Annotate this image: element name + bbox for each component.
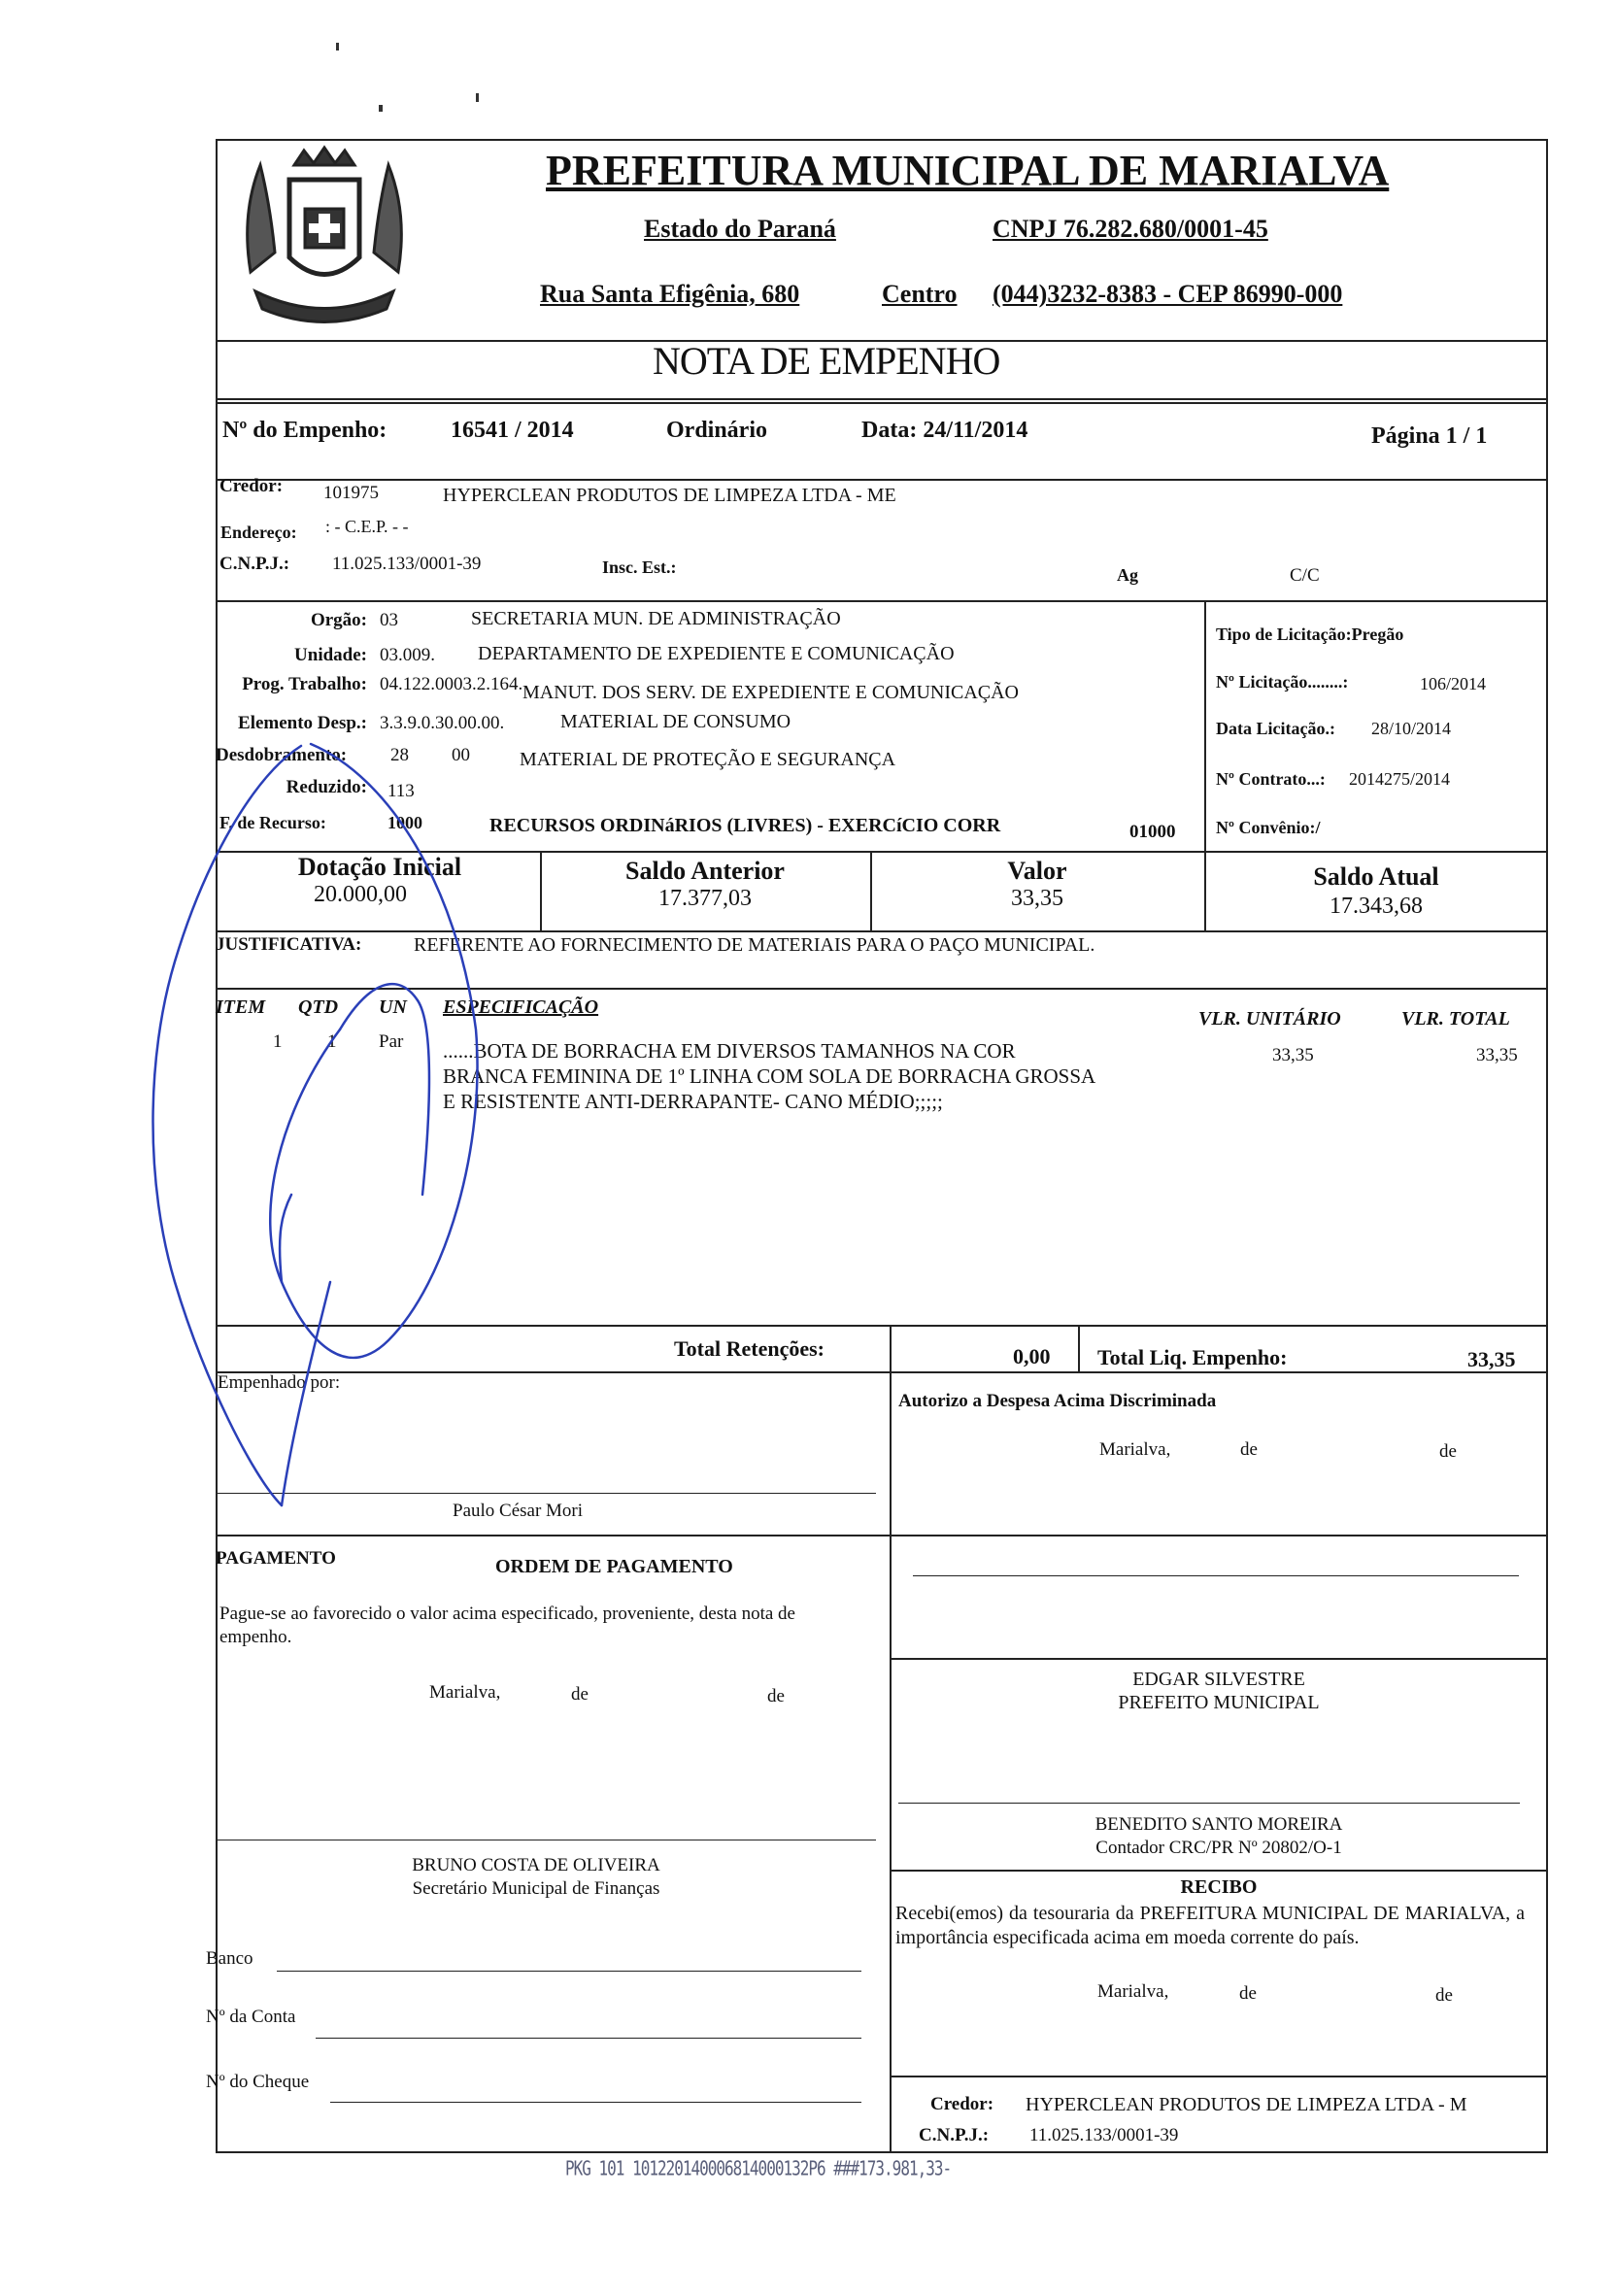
pagamento-de2: de xyxy=(767,1686,785,1706)
desdob-code1: 28 xyxy=(390,745,409,765)
prefeito-name: EDGAR SILVESTRE xyxy=(1132,1669,1305,1690)
secretario-title: Secretário Municipal de Finanças xyxy=(412,1878,660,1899)
insc-est-label: Insc. Est.: xyxy=(602,557,677,577)
empenhado-signer: Paulo César Mori xyxy=(453,1501,584,1521)
justificativa-label: JUSTIFICATIVA: xyxy=(216,934,362,955)
unidade-code: 03.009. xyxy=(380,645,435,665)
contador-title: Contador CRC/PR Nº 20802/O-1 xyxy=(1095,1838,1342,1858)
recurso-name: RECURSOS ORDINáRIOS (LIVRES) - EXERCíCIO CORR xyxy=(489,815,1001,836)
empenho-number: 16541 / 2014 xyxy=(451,418,574,443)
unidade-label: Unidade: xyxy=(294,645,367,665)
divider xyxy=(1078,1325,1080,1371)
recibo-credor-value: HYPERCLEAN PRODUTOS DE LIMPEZA LTDA - M xyxy=(1026,2094,1467,2115)
address-street: Rua Santa Efigênia, 680 xyxy=(540,280,800,308)
conta-label: Nº da Conta xyxy=(206,2007,296,2027)
coat-of-arms-logo xyxy=(231,136,418,330)
scan-speck xyxy=(476,93,479,102)
recibo-de2: de xyxy=(1435,1985,1453,2006)
liquido-label: Total Liq. Empenho: xyxy=(1097,1345,1288,1369)
cnpj-credor-value: 11.025.133/0001-39 xyxy=(332,554,482,574)
orgao-code: 03 xyxy=(380,610,398,630)
item-spec-line: E RESISTENTE ANTI-DERRAPANTE- CANO MÉDIO;;;;; xyxy=(443,1090,943,1113)
retencoes-value: 0,00 xyxy=(1013,1344,1051,1368)
banco-label: Banco xyxy=(206,1948,253,1969)
reduzido-value: 113 xyxy=(387,781,415,801)
cc-label: C/C xyxy=(1290,565,1320,586)
divider xyxy=(890,1870,1548,1872)
item-number: 1 xyxy=(273,1031,283,1052)
prog-code: 04.122.0003.2.164. xyxy=(380,674,523,694)
credor-label: Credor: xyxy=(219,476,284,496)
scan-speck xyxy=(336,43,339,51)
saldo-atual-label: Saldo Atual xyxy=(1313,862,1439,891)
saldo-anterior-label: Saldo Anterior xyxy=(625,857,785,885)
col-spec-header: ESPECIFICAÇÃO xyxy=(443,996,599,1018)
state-label: Estado do Paraná xyxy=(644,215,836,243)
handwritten-signature xyxy=(136,738,602,1515)
pagamento-de1: de xyxy=(571,1684,589,1705)
valor-value: 33,35 xyxy=(1011,886,1063,911)
licitacao-number-value: 106/2014 xyxy=(1420,674,1487,693)
credor-code: 101975 xyxy=(323,483,379,503)
prefeito-title: PREFEITO MUNICIPAL xyxy=(1118,1692,1320,1713)
cheque-field[interactable] xyxy=(330,2102,861,2103)
banco-field[interactable] xyxy=(277,1971,861,1972)
ag-label: Ag xyxy=(1117,565,1138,585)
secretario-name: BRUNO COSTA DE OLIVEIRA xyxy=(412,1855,660,1875)
convenio-label: Nº Convênio:/ xyxy=(1216,818,1321,837)
pagamento-text: Pague-se ao favorecido o valor acima especificado, proveniente, desta nota de empenho. xyxy=(219,1604,795,1647)
recibo-label: RECIBO xyxy=(1180,1876,1258,1898)
autorizo-label: Autorizo a Despesa Acima Discriminada xyxy=(898,1391,1217,1411)
address-value: : - C.E.P. - - xyxy=(325,517,409,536)
footer-code: PKG 101 101220140006814000132P6 ###173.981,33- xyxy=(565,2156,952,2180)
divider xyxy=(1204,600,1206,851)
contrato-value: 2014275/2014 xyxy=(1349,769,1451,789)
cnpj-credor-label: C.N.P.J.: xyxy=(219,554,290,574)
recibo-text: Recebi(emos) da tesouraria da PREFEITURA MUNICIPAL DE MARIALVA, a importância especificada acima em moeda corrente do país. xyxy=(895,1903,1525,1948)
page-title: PREFEITURA MUNICIPAL DE MARIALVA xyxy=(546,147,1390,194)
recibo-cnpj-label: C.N.P.J.: xyxy=(919,2125,990,2145)
document-title: NOTA DE EMPENHO xyxy=(653,339,1000,383)
retencoes-label: Total Retenções: xyxy=(674,1336,825,1361)
recibo-cnpj-value: 11.025.133/0001-39 xyxy=(1029,2125,1179,2145)
contrato-label: Nº Contrato...: xyxy=(1216,769,1326,789)
address-phone-cep: (044)3232-8383 - CEP 86990-000 xyxy=(993,280,1343,308)
empenho-date: Data: 24/11/2014 xyxy=(861,418,1028,443)
contador-name: BENEDITO SANTO MOREIRA xyxy=(1094,1814,1343,1835)
empenhado-label: Empenhado por: xyxy=(218,1372,341,1393)
prog-name: MANUT. DOS SERV. DE EXPEDIENTE E COMUNICAÇÃO xyxy=(522,682,1019,703)
divider xyxy=(890,1658,1548,1660)
tipo-licitacao: Tipo de Licitação:Pregão xyxy=(1216,625,1404,644)
divider xyxy=(216,398,1548,400)
cheque-label: Nº do Cheque xyxy=(206,2072,310,2092)
autorizo-de1: de xyxy=(1240,1439,1258,1460)
page-number: Página 1 / 1 xyxy=(1371,423,1488,449)
divider xyxy=(890,2076,1548,2077)
pagamento-label: PAGAMENTO xyxy=(216,1548,336,1569)
valor-label: Valor xyxy=(1007,857,1067,885)
elemento-name: MATERIAL DE CONSUMO xyxy=(560,711,791,732)
dotacao-value: 20.000,00 xyxy=(314,882,407,907)
cnpj-label: CNPJ 76.282.680/0001-45 xyxy=(993,215,1268,243)
signature-line xyxy=(913,1575,1519,1576)
item-spec-line: ......BOTA DE BORRACHA EM DIVERSOS TAMANHOS NA COR xyxy=(443,1039,1016,1063)
elemento-label: Elemento Desp.: xyxy=(238,713,367,733)
col-unit-header: VLR. UNITÁRIO xyxy=(1198,1008,1341,1030)
saldo-atual-value: 17.343,68 xyxy=(1330,894,1423,919)
recibo-credor-label: Credor: xyxy=(930,2094,994,2114)
divider xyxy=(890,1325,892,2153)
conta-field[interactable] xyxy=(316,2038,861,2039)
orgao-label: Orgão: xyxy=(310,610,367,630)
desdob-name: MATERIAL DE PROTEÇÃO E SEGURANÇA xyxy=(520,749,896,770)
item-qtd: 1 xyxy=(327,1031,337,1052)
licitacao-date-value: 28/10/2014 xyxy=(1371,719,1452,738)
empenho-type: Ordinário xyxy=(666,418,768,443)
prog-label: Prog. Trabalho: xyxy=(242,674,367,694)
recurso-suffix: 01000 xyxy=(1129,822,1176,842)
saldo-anterior-value: 17.377,03 xyxy=(658,886,752,911)
item-spec-line: BRANCA FEMININA DE 1º LINHA COM SOLA DE BORRACHA GROSSA xyxy=(443,1064,1096,1088)
recurso-label: F. de Recurso: xyxy=(219,813,326,832)
dotacao-label: Dotação Inicial xyxy=(297,853,462,881)
col-un-header: UN xyxy=(379,996,407,1018)
address-label: Endereço: xyxy=(220,523,297,542)
address-district: Centro xyxy=(882,280,958,308)
divider xyxy=(216,1535,1548,1536)
col-item-header: ITEM xyxy=(216,996,266,1018)
desdob-label: Desdobramento: xyxy=(216,745,348,765)
liquido-value: 33,35 xyxy=(1467,1347,1516,1371)
justificativa-text: REFERENTE AO FORNECIMENTO DE MATERIAIS PARA O PAÇO MUNICIPAL. xyxy=(414,934,1095,956)
unidade-name: DEPARTAMENTO DE EXPEDIENTE E COMUNICAÇÃO xyxy=(478,643,955,664)
divider xyxy=(216,479,1548,481)
licitacao-date-label: Data Licitação.: xyxy=(1216,719,1335,738)
reduzido-label: Reduzido: xyxy=(286,777,367,797)
recurso-code: 1000 xyxy=(387,813,422,832)
scan-speck xyxy=(379,105,383,112)
item-total-value: 33,35 xyxy=(1476,1045,1518,1065)
recibo-de1: de xyxy=(1239,1983,1257,2004)
orgao-name: SECRETARIA MUN. DE ADMINISTRAÇÃO xyxy=(471,608,841,629)
col-total-header: VLR. TOTAL xyxy=(1401,1008,1510,1030)
empenho-label: Nº do Empenho: xyxy=(222,418,387,443)
item-un: Par xyxy=(379,1031,404,1052)
autorizo-de2: de xyxy=(1439,1441,1457,1462)
recibo-city: Marialva, xyxy=(1097,1981,1169,2002)
item-unit-value: 33,35 xyxy=(1272,1045,1314,1065)
desdob-code2: 00 xyxy=(452,745,470,765)
elemento-code: 3.3.9.0.30.00.00. xyxy=(380,713,505,733)
licitacao-number-label: Nº Licitação........: xyxy=(1216,672,1349,692)
col-qtd-header: QTD xyxy=(298,996,339,1018)
divider xyxy=(216,600,1548,602)
ordem-label: ORDEM DE PAGAMENTO xyxy=(495,1556,733,1577)
credor-name: HYPERCLEAN PRODUTOS DE LIMPEZA LTDA - ME xyxy=(443,485,896,506)
divider xyxy=(216,402,1548,404)
autorizo-city: Marialva, xyxy=(1099,1439,1171,1460)
signature-line xyxy=(898,1803,1520,1804)
pagamento-city: Marialva, xyxy=(429,1682,501,1703)
